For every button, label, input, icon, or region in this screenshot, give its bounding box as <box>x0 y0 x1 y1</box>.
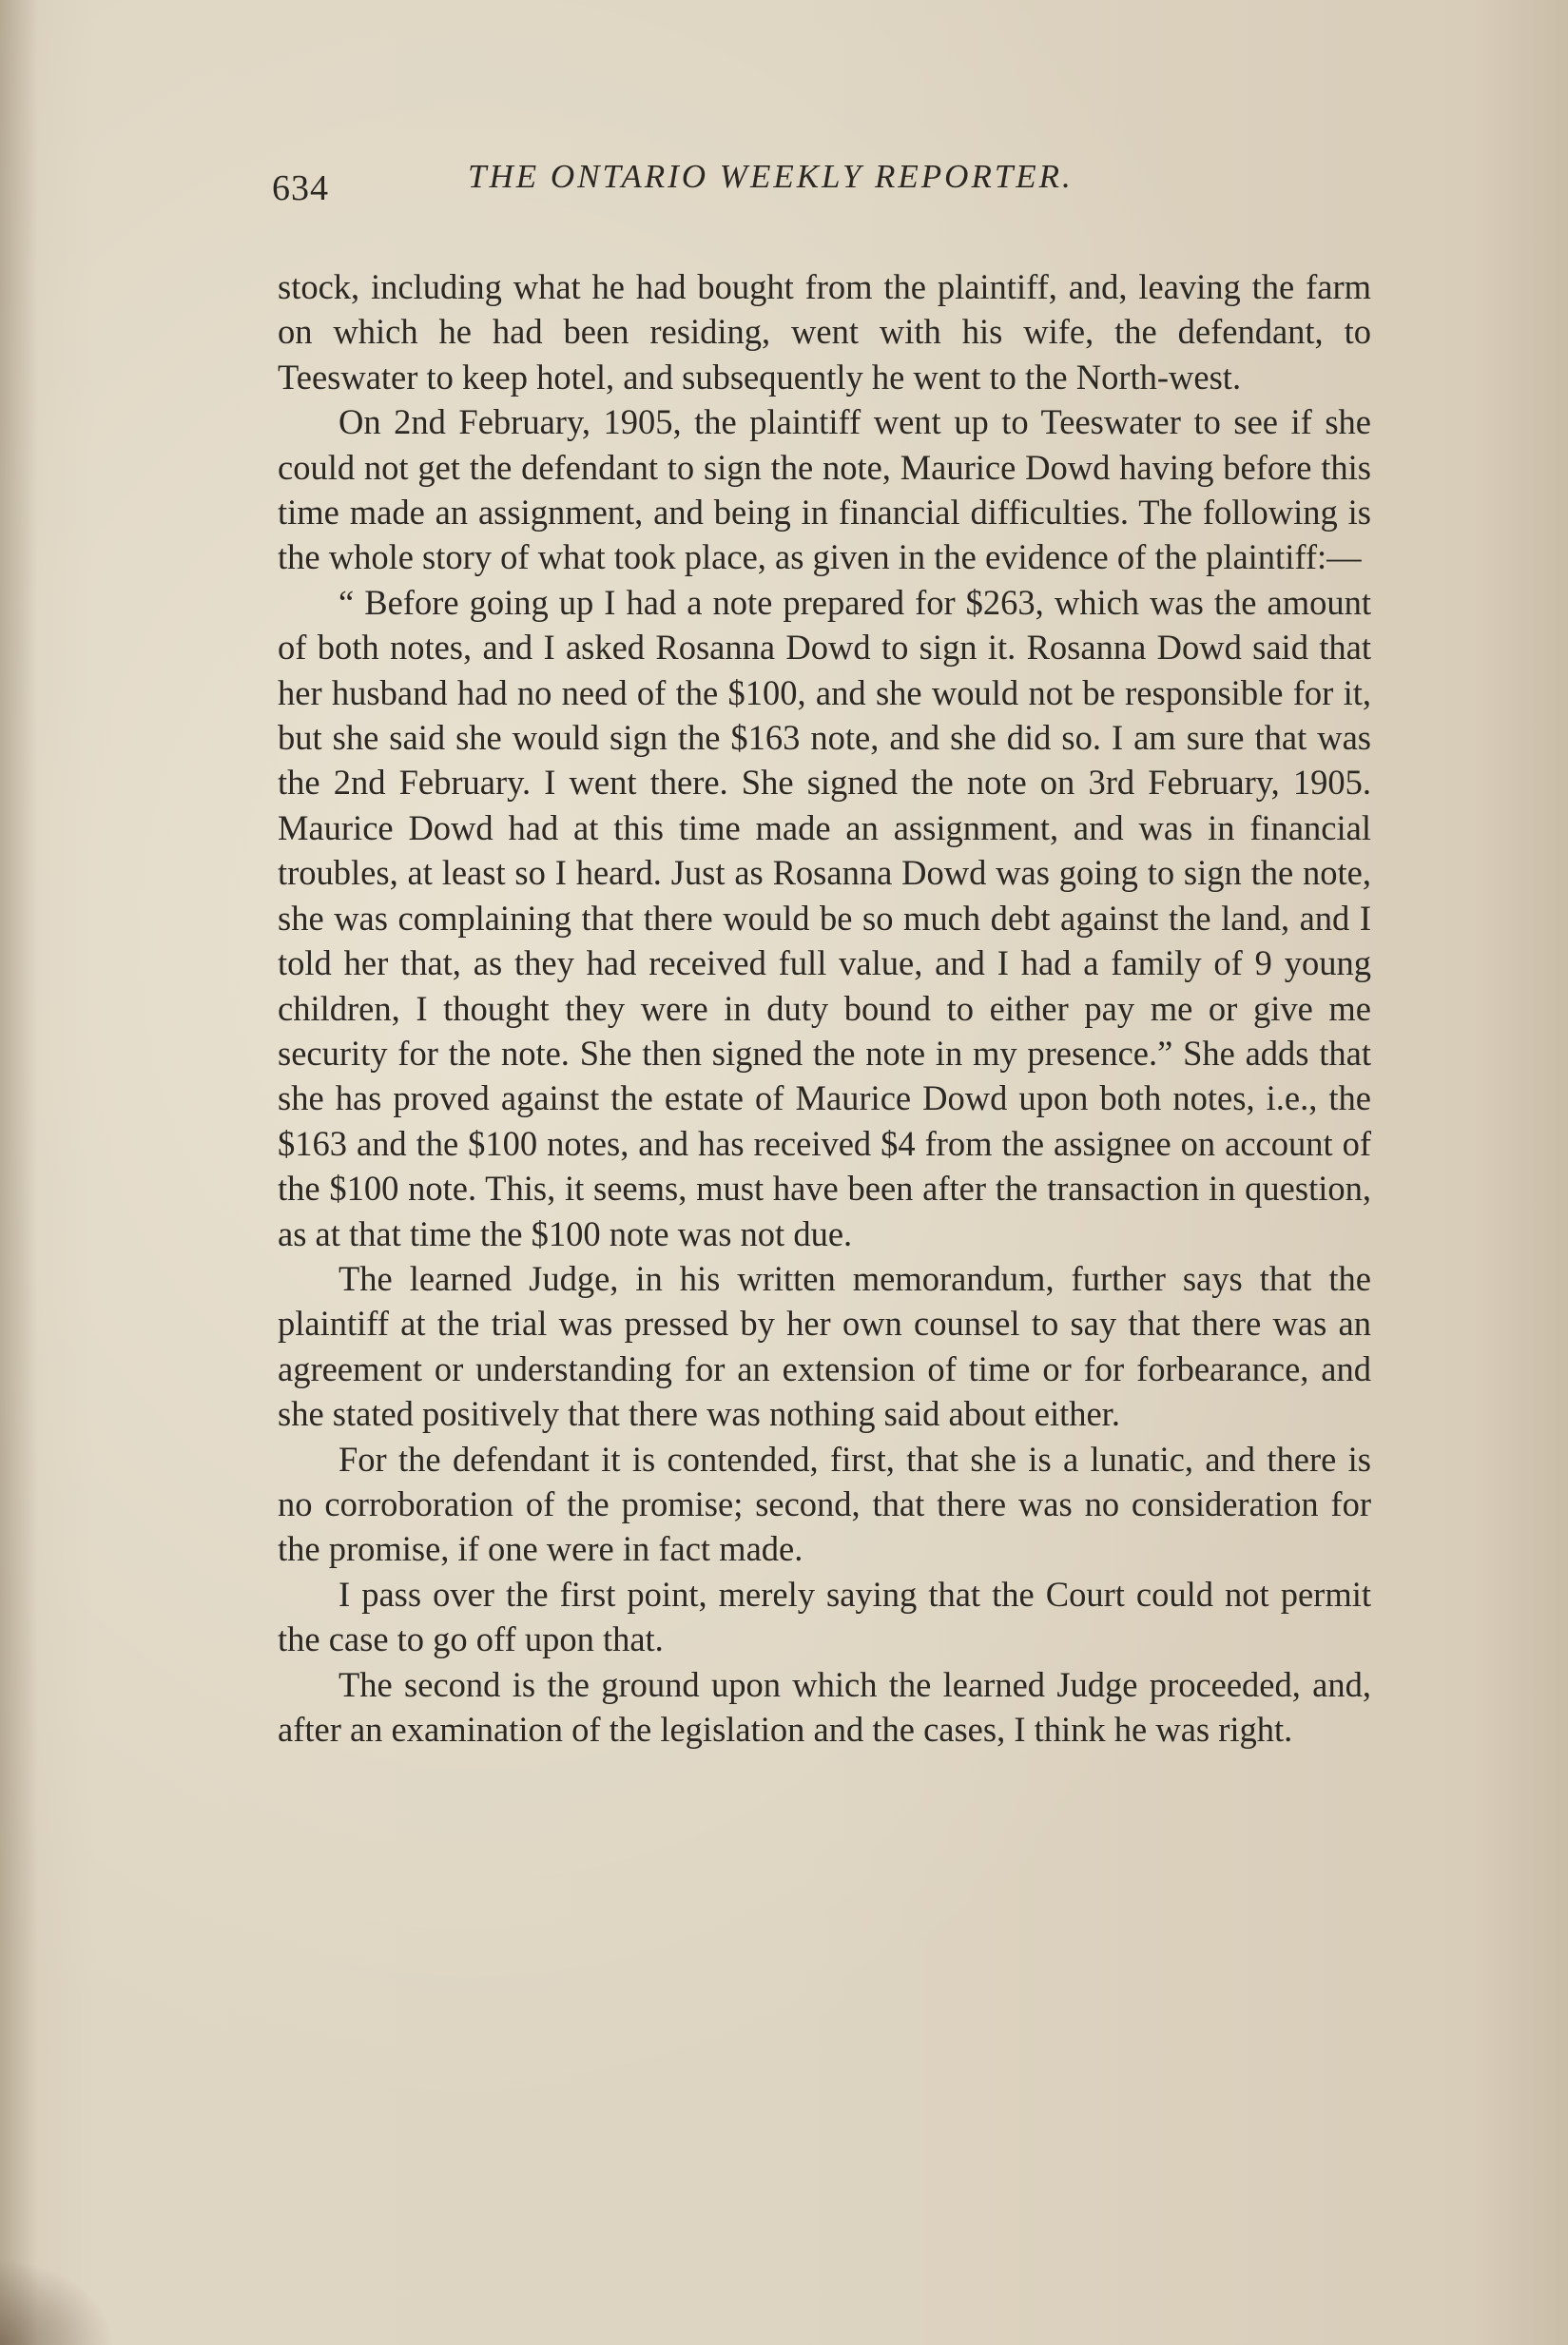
paragraph-plaintiff-evidence: “ Before going up I had a note prepared for $263, which was the amount of both notes, and I asked Rosanna Dowd to sign it. Rosanna Dowd said that her husband had no need of the $100, and she would not be responsible for it, but she said she would sign the $163 note, and she did so. I am sure that was the 2nd February. I went there. She signed the note on 3rd February, 1905. Maurice Dowd had at this time made an assignment, and was in financial troubles, at least so I heard. Just as Rosanna Dowd was going to sign the note, she was complaining that there would be so much debt against the land, and I told her that, as they had received full value, and I had a family of 9 young children, I thought they were in duty bound to either pay me or give me security for the note. She then signed the note in my presence.” She adds that she has proved against the estate of Maurice Dowd upon both notes, i.e., the $163 and the $100 notes, and has received $4 from the assignee on account of the $100 note. This, it seems, must have been after the transaction in question, as at that time the $100 note was not due. <box>278 582 1371 1253</box>
paragraph-judge-memorandum: The learned Judge, in his written memorandum, further says that the plaintiff at the trial was pressed by her own counsel to say that there was an agreement or understanding for an extension of time or for forbearance, and she stated positively that there was nothing said about either. <box>278 1258 1371 1434</box>
page-text-block <box>272 152 1371 1752</box>
paragraph-continuation: stock, including what he had bought from the plaintiff, and, leaving the farm on which he had been residing, went with his wife, the defendant, to Teeswater to keep hotel, and subsequently he went to the North-west. <box>278 267 1371 397</box>
paragraph-second-point: The second is the ground upon which the learned Judge proceeded, and, after an examination of the legislation and the cases, I think he was right. <box>278 1664 1371 1749</box>
running-title: THE ONTARIO WEEKLY REPORTER. <box>468 158 1074 195</box>
paragraph-first-point: I pass over the first point, merely saying that the Court could not permit the case to go off upon that. <box>278 1574 1371 1659</box>
page-header <box>272 152 1371 219</box>
paragraph-defendant-contention: For the defendant it is contended, first, that she is a lunatic, and there is no corroboration of the promise; second, that there was no consideration for the promise, if one were in fact made. <box>278 1439 1371 1569</box>
page-number: 634 <box>272 168 329 208</box>
paragraph-teeswater-visit: On 2nd February, 1905, the plaintiff went up to Teeswater to see if she could not get the defendant to sign the note, Maurice Dowd having before this time made an assignment, and being in financial difficulties. The following is the whole story of what took place, as given in the evidence of the plaintiff:— <box>278 402 1371 577</box>
